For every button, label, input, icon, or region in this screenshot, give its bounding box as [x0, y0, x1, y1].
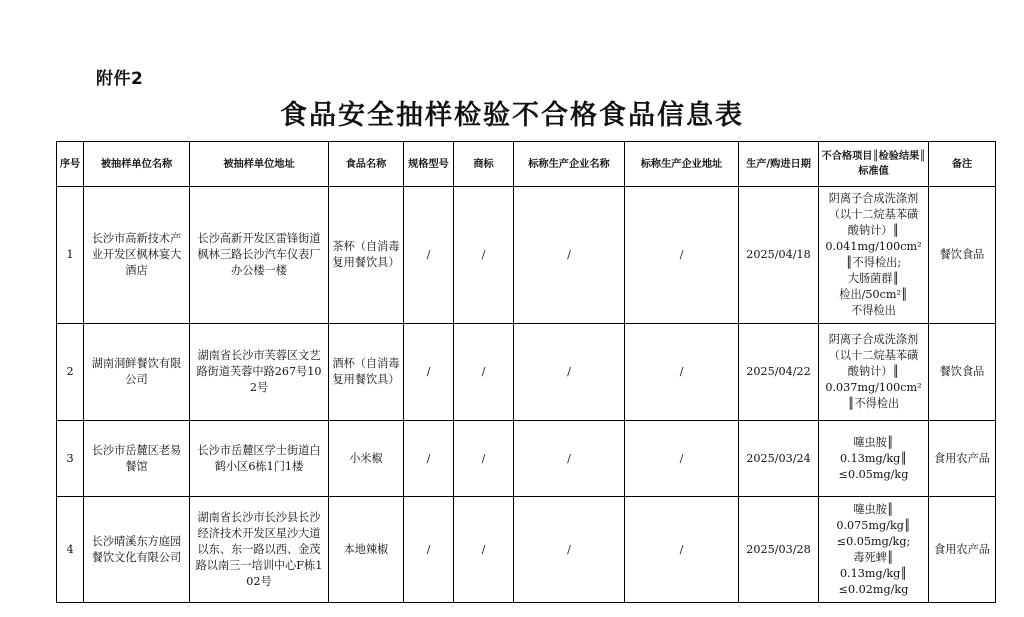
col-header-failed-items: 不合格项目║检验结果║标准值	[819, 142, 929, 187]
cell-mfr-name: /	[514, 497, 625, 603]
cell-unit-address: 长沙市岳麓区学士街道白鹤小区6栋1门1楼	[190, 421, 329, 497]
table-row	[57, 187, 996, 324]
col-header-mfr-address: 标称生产企业地址	[625, 142, 739, 187]
cell-spec: /	[404, 421, 454, 497]
inspection-results-table	[56, 141, 996, 603]
cell-unit-address: 湖南省长沙市芙蓉区文艺路街道芙蓉中路267号102号	[190, 324, 329, 421]
cell-date: 2025/03/28	[739, 497, 819, 603]
failed-item-line: ≤0.02mg/kg	[838, 582, 909, 596]
cell-mfr-name: /	[514, 324, 625, 421]
failed-item-line: 0.13mg/kg║	[839, 451, 908, 465]
cell-unit-name: 长沙市高新技术产业开发区枫林宴大酒店	[84, 187, 190, 324]
failed-item-line: 不得检出	[851, 304, 896, 317]
cell-no: 4	[57, 497, 84, 603]
cell-failed-items	[819, 497, 929, 603]
document-title: 食品安全抽样检验不合格食品信息表	[280, 100, 744, 131]
col-header-date: 生产/购进日期	[739, 142, 819, 187]
cell-mfr-address: /	[625, 324, 739, 421]
col-header-mfr-name: 标称生产企业名称	[514, 142, 625, 187]
cell-remark: 餐饮食品	[929, 324, 996, 421]
cell-no: 2	[57, 324, 84, 421]
cell-spec: /	[404, 187, 454, 324]
failed-item-line: ║不得检出	[847, 397, 900, 410]
col-header-unit-address: 被抽样单位地址	[190, 142, 329, 187]
cell-brand: /	[454, 187, 514, 324]
cell-remark: 餐饮食品	[929, 187, 996, 324]
cell-mfr-address: /	[625, 421, 739, 497]
failed-item-line: 大肠菌群║	[847, 272, 900, 285]
cell-food-name: 茶杯（自消毒复用餐饮具）	[329, 187, 404, 324]
cell-unit-address: 长沙高新开发区雷锋街道枫林三路长沙汽车仪表厂办公楼一楼	[190, 187, 329, 324]
cell-mfr-address: /	[625, 187, 739, 324]
col-header-unit-name: 被抽样单位名称	[84, 142, 190, 187]
cell-date: 2025/04/22	[739, 324, 819, 421]
cell-mfr-name: /	[514, 187, 625, 324]
failed-item-line: 0.037mg/100cm²	[825, 381, 922, 394]
failed-item-line: 检出/50cm²║	[839, 288, 908, 301]
failed-item-line: 阴离子合成洗涤剂	[828, 192, 919, 205]
cell-unit-address: 湖南省长沙市长沙县长沙经济技术开发区星沙大道以东、东一路以西、金茂路以南三一培训中心F栋102号	[190, 497, 329, 603]
cell-food-name: 酒杯（自消毒复用餐饮具）	[329, 324, 404, 421]
cell-failed-items	[819, 324, 929, 421]
cell-remark: 食用农产品	[929, 497, 996, 603]
cell-brand: /	[454, 324, 514, 421]
cell-brand: /	[454, 497, 514, 603]
col-header-food-name: 食品名称	[329, 142, 404, 187]
cell-mfr-name: /	[514, 421, 625, 497]
failed-item-line: ║不得检出;	[845, 256, 902, 269]
table-header-row	[57, 142, 996, 187]
cell-food-name: 本地辣椒	[329, 497, 404, 603]
failed-item-line: 0.075mg/kg║	[836, 518, 911, 532]
cell-remark: 食用农产品	[929, 421, 996, 497]
failed-item-line: ≤0.05mg/kg	[838, 467, 909, 481]
col-header-brand: 商标	[454, 142, 514, 187]
cell-failed-items	[819, 421, 929, 497]
cell-unit-name: 长沙晴溪东方庭园餐饮文化有限公司	[84, 497, 190, 603]
table-row	[57, 324, 996, 421]
cell-food-name: 小米椒	[329, 421, 404, 497]
col-header-no: 序号	[57, 142, 84, 187]
failed-item-line: 0.041mg/100cm²	[825, 240, 922, 253]
cell-failed-items	[819, 187, 929, 324]
attachment-label: 附件2	[96, 69, 144, 89]
col-header-remark: 备注	[929, 142, 996, 187]
failed-item-line: 0.13mg/kg║	[839, 566, 908, 580]
table-row	[57, 497, 996, 603]
cell-no: 1	[57, 187, 84, 324]
failed-item-line: 酸钠计）║	[847, 365, 900, 378]
col-header-spec: 规格型号	[404, 142, 454, 187]
cell-mfr-address: /	[625, 497, 739, 603]
cell-date: 2025/03/24	[739, 421, 819, 497]
failed-item-line: （以十二烷基苯磺	[828, 349, 919, 362]
failed-item-line: 阴离子合成洗涤剂	[828, 333, 919, 346]
failed-item-line: 酸钠计）║	[847, 224, 900, 237]
failed-item-line: （以十二烷基苯磺	[828, 208, 919, 221]
cell-no: 3	[57, 421, 84, 497]
failed-item-line: 噻虫胺║	[853, 502, 894, 516]
cell-spec: /	[404, 324, 454, 421]
failed-item-line: ≤0.05mg/kg;	[836, 534, 911, 548]
cell-unit-name: 长沙市岳麓区老易餐馆	[84, 421, 190, 497]
cell-unit-name: 湖南洞鲜餐饮有限公司	[84, 324, 190, 421]
cell-brand: /	[454, 421, 514, 497]
cell-date: 2025/04/18	[739, 187, 819, 324]
failed-item-line: 噻虫胺║	[853, 435, 894, 449]
failed-item-line: 毒死蜱║	[853, 550, 894, 564]
table-row	[57, 421, 996, 497]
cell-spec: /	[404, 497, 454, 603]
